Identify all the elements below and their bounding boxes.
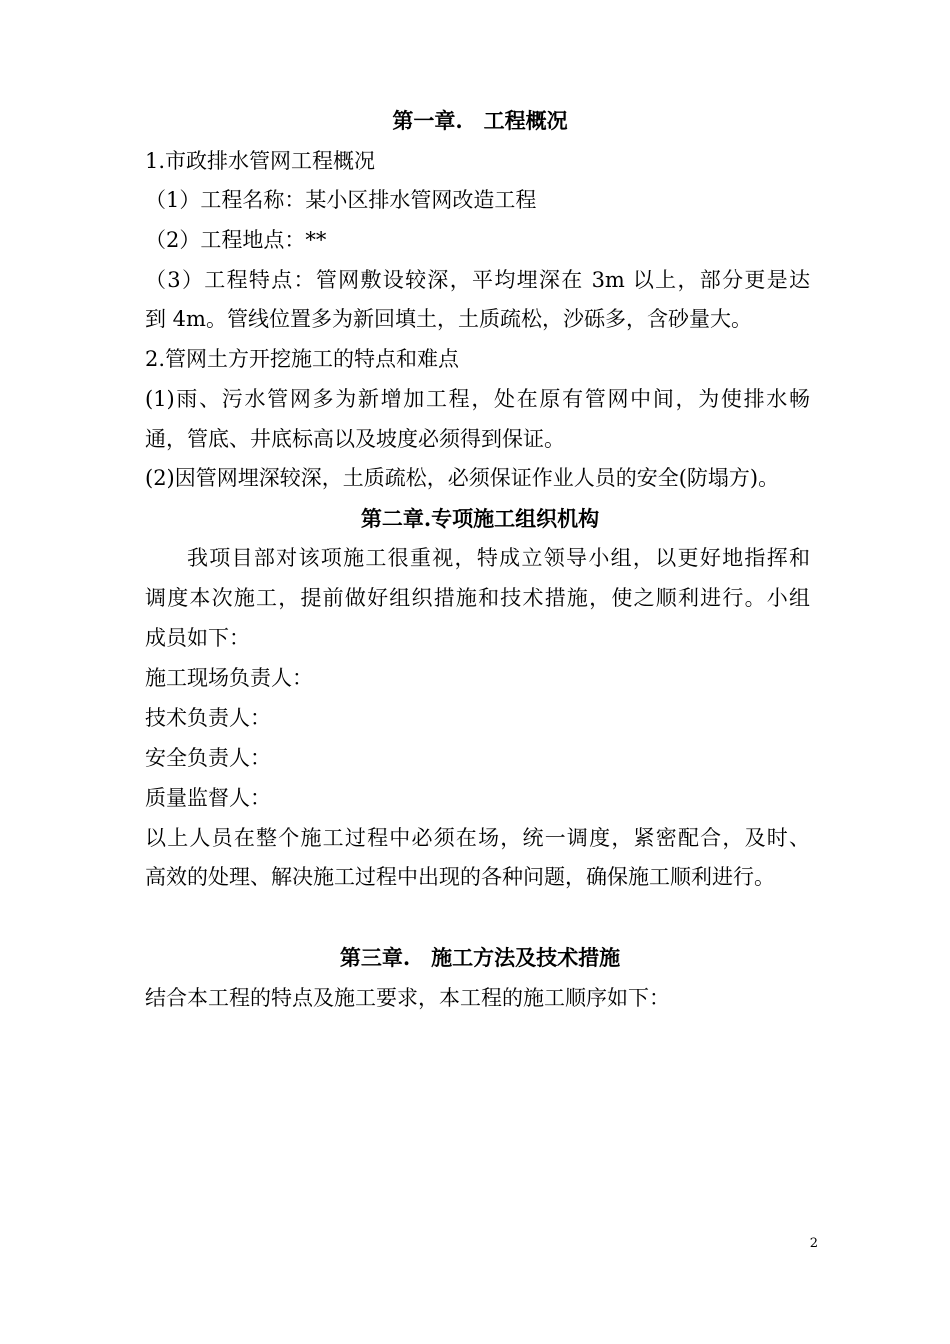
section-1-item-3-line-1: （3）工程特点：管网敷设较深，平均埋深在 3m 以上，部分更是达 [145,268,810,292]
role-quality-supervisor: 质量监督人： [145,786,271,810]
section-1-item-3-line-2: 到 4m。管线位置多为新回填土，土质疏松，沙砾多，含砂量大。 [145,307,752,331]
chapter-2-paragraph-line-3: 成员如下： [145,626,250,650]
section-2-heading: 2.管网土方开挖施工的特点和难点 [145,347,460,371]
section-2-item-1-line-2: 通，管底、井底标高以及坡度必须得到保证。 [145,427,565,451]
section-1-item-2: （2）工程地点：** [145,228,327,252]
role-technical-lead: 技术负责人： [145,706,271,730]
chapter-2-paragraph-line-2: 调度本次施工，提前做好组织措施和技术措施，使之顺利进行。小组 [145,586,810,610]
chapter-1-title: 第一章. 工程概况 [392,108,568,133]
page-number: 2 [809,1236,818,1251]
chapter-2-closing-line-2: 高效的处理、解决施工过程中出现的各种问题，确保施工顺利进行。 [145,865,775,889]
section-1-heading: 1.市政排水管网工程概况 [145,149,376,173]
section-2-item-2: (2)因管网埋深较深，土质疏松，必须保证作业人员的安全(防塌方)。 [145,466,780,490]
role-site-manager: 施工现场负责人： [145,666,313,690]
chapter-2-paragraph-line-1: 我项目部对该项施工很重视，特成立领导小组，以更好地指挥和 [187,546,810,570]
chapter-2-closing-line-1: 以上人员在整个施工过程中必须在场，统一调度，紧密配合，及时、 [145,826,810,850]
role-safety-lead: 安全负责人： [145,746,271,770]
section-2-item-1-line-1: (1)雨、污水管网多为新增加工程，处在原有管网中间，为使排水畅 [145,387,810,411]
chapter-3-paragraph: 结合本工程的特点及施工要求，本工程的施工顺序如下： [145,986,670,1010]
section-1-item-1: （1）工程名称：某小区排水管网改造工程 [145,188,537,212]
chapter-3-title: 第三章. 施工方法及技术措施 [339,945,621,970]
chapter-2-title: 第二章.专项施工组织机构 [360,506,600,531]
